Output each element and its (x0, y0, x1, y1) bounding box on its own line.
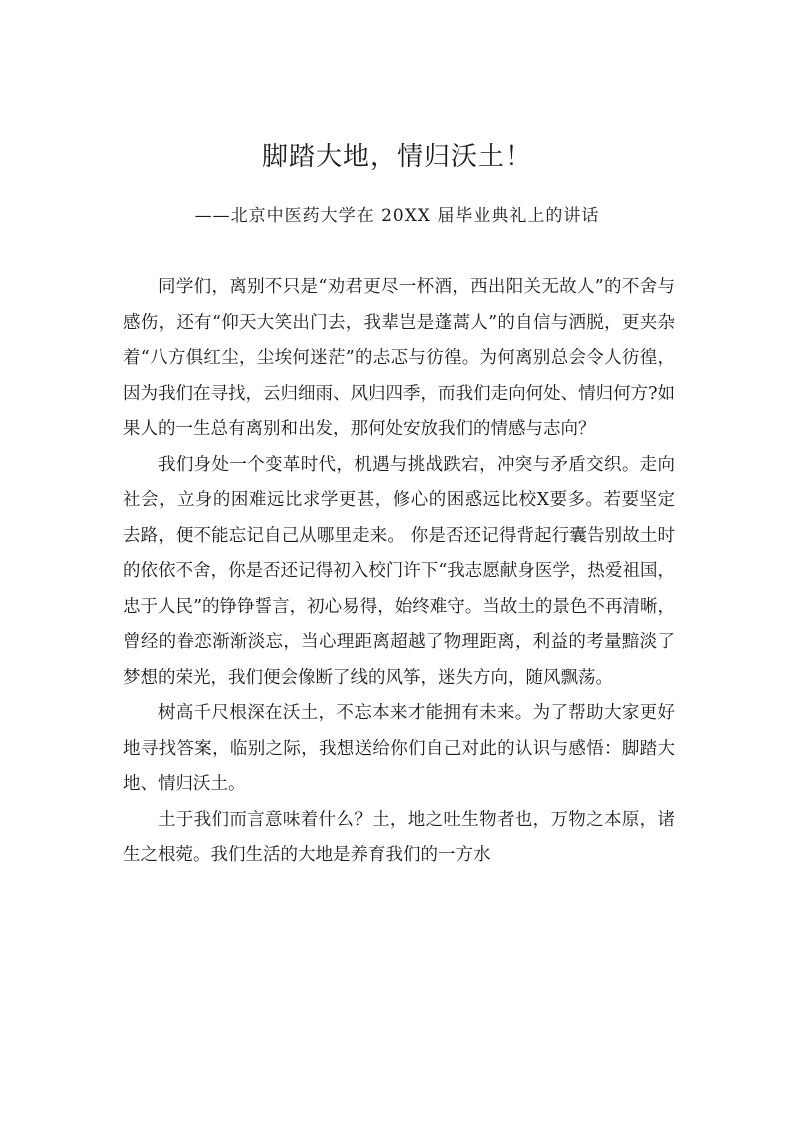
paragraph-4: 土于我们而言意味着什么？土，地之吐生物者也，万物之本原，诸生之根菀。我们生活的大地是养育我们的一方水 (123, 809, 675, 865)
page-subtitle: ——北京中医药大学在 20XX 届毕业典礼上的讲话 (194, 206, 600, 226)
paragraph-1: 同学们，离别不只是“劝君更尽一杯酒，西出阳关无故人”的不舍与感伤，还有“仰天大笑出门去，我辈岂是蓬蒿人”的自信与洒脱，更夹杂着“八方俱红尘，尘埃何迷茫”的忐忑与彷徨。为何离别总会令人彷徨，因为我们在寻找，云归细雨、风归四季，而我们走向何处、情归何方?如果人的一生总有离别和出发，那何处安放我们的情感与志向？ (123, 277, 675, 439)
page-title: 脚踏大地，情归沃土！ (261, 142, 532, 172)
document-body (123, 270, 675, 874)
paragraph-2: 我们身处一个变革时代，机遇与挑战跌宕，冲突与矛盾交织。走向社会，立身的困难远比求学更甚，修心的困惑远比校X要多。若要坚定去路，便不能忘记自己从哪里走来。 你是否还记得背起行囊告别故土时的依依不舍，你是否还记得初入校门许下“我志愿献身医学，热爱祖国，忠于人民”的铮铮誓言，初心易得，始终难守。当故土的景色不再清晰， 曾经的眷恋渐渐淡忘，当心理距离超越了物理距离，利益的考量黯淡了梦想的荣光，我们便会像断了线的风筝，迷失方向，随风飘荡。 (123, 454, 675, 688)
paragraph-3: 树高千尺根深在沃土，不忘本来才能拥有未来。为了帮助大家更好地寻找答案，临别之际，我想送给你们自己对此的认识与感悟：脚踏大地、情归沃土。 (123, 703, 675, 794)
